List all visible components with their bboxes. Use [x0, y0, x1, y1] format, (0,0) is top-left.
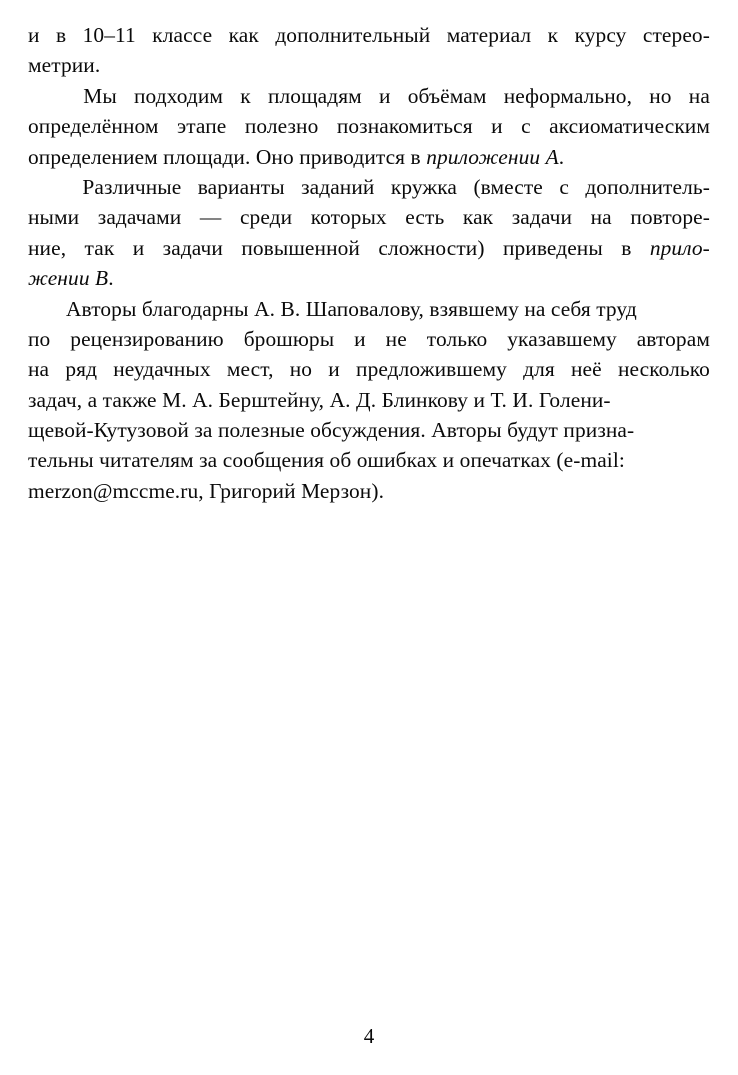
- word: объёмам: [407, 83, 487, 108]
- word: площадям: [267, 83, 362, 108]
- word: и: [132, 235, 145, 260]
- word: повторе-: [630, 205, 710, 230]
- word: авторам: [636, 326, 710, 351]
- text-line: [28, 81, 710, 111]
- word: классе: [152, 23, 213, 47]
- em-dash: —: [199, 205, 222, 230]
- word: сложности): [378, 235, 485, 260]
- word: для: [523, 357, 555, 382]
- text-line: [28, 142, 710, 172]
- word: только: [426, 326, 488, 351]
- word: познакомиться: [336, 114, 473, 139]
- paragraph-indent: [28, 81, 66, 111]
- appendix-b-reference-part1: прило-: [649, 235, 710, 260]
- word: и: [491, 114, 503, 139]
- word: в: [621, 235, 632, 260]
- word: к: [547, 23, 559, 47]
- word: к: [240, 83, 251, 108]
- word: брошюры: [243, 326, 335, 351]
- word: и: [28, 23, 40, 47]
- word: есть: [405, 205, 445, 230]
- word: и: [328, 357, 340, 382]
- word: стерео-: [642, 23, 710, 47]
- word: материал: [446, 23, 532, 47]
- text-line-email: merzon@mccme.ru, Григорий Мерзон).: [28, 478, 385, 503]
- text-line: [28, 172, 710, 202]
- word: кружка: [390, 174, 458, 199]
- word: на: [590, 205, 612, 230]
- word: дополнительный: [275, 23, 431, 47]
- word: но: [649, 83, 672, 108]
- word: с: [559, 174, 569, 199]
- word: задачами: [97, 205, 182, 230]
- word: среди: [239, 205, 293, 230]
- word: неудачных: [113, 357, 211, 382]
- text-line: [28, 233, 710, 263]
- word: задачи: [162, 235, 223, 260]
- word: подходим: [134, 83, 224, 108]
- word: дополнитель-: [585, 174, 710, 199]
- word: мест,: [226, 357, 274, 382]
- line-text-suffix: .: [558, 144, 565, 169]
- word: задачи: [511, 205, 573, 230]
- word: заданий: [301, 174, 375, 199]
- word: приведены: [502, 235, 603, 260]
- word: варианты: [197, 174, 285, 199]
- word: и: [354, 326, 366, 351]
- word: указавшему: [507, 326, 617, 351]
- word: полезно: [244, 114, 319, 139]
- text-line: [28, 294, 710, 324]
- word: на: [28, 357, 50, 382]
- word: ными: [28, 205, 80, 230]
- paragraph-approach: [28, 81, 710, 172]
- paragraph-continuation: [28, 20, 710, 81]
- word: ряд: [65, 357, 98, 382]
- word: неё: [571, 357, 602, 382]
- word: неформально,: [503, 83, 633, 108]
- page-text-block: [28, 20, 710, 506]
- text-line: [28, 324, 710, 354]
- text-line: [28, 111, 710, 141]
- line-text: .: [108, 266, 114, 291]
- word: так: [84, 235, 115, 260]
- word: не: [385, 326, 407, 351]
- word: несколько: [617, 357, 710, 382]
- word: Мы: [83, 83, 117, 108]
- word: в: [56, 23, 67, 47]
- paragraph-variants: [28, 172, 710, 294]
- text-line: щевой-Кутузовой за полезные обсуждения. Авторы будут призна-: [28, 418, 635, 443]
- word: рецензированию: [70, 326, 224, 351]
- word: (вместе: [473, 174, 543, 199]
- word: которых: [310, 205, 387, 230]
- word: этапе: [176, 114, 227, 139]
- word: но: [289, 357, 313, 382]
- text-line: [28, 354, 710, 384]
- word: определённом: [28, 114, 159, 139]
- line-text: Авторы благодарны А. В. Шаповалову, взявшему на себя труд: [66, 296, 637, 321]
- word: Различные: [82, 174, 182, 199]
- word: как: [228, 23, 259, 47]
- word: и: [379, 83, 391, 108]
- appendix-b-reference-part2: жении B: [28, 266, 109, 291]
- text-line: [28, 202, 710, 232]
- paragraph-indent: [28, 172, 66, 202]
- word: повышенной: [241, 235, 360, 260]
- word: как: [462, 205, 494, 230]
- word: курсу: [574, 23, 627, 47]
- word: предложившему: [356, 357, 507, 382]
- appendix-a-reference: приложении A: [426, 144, 559, 169]
- text-line: тельны читателям за сообщения об ошибках и опечатках (e-mail:: [28, 448, 625, 473]
- page-number: 4: [363, 1024, 375, 1048]
- word: 10–11: [82, 23, 136, 47]
- text-line: метрии.: [28, 53, 101, 78]
- text-line: задач, а также М. А. Берштейну, А. Д. Блинкову и Т. И. Голени-: [28, 387, 611, 412]
- line-text: определением площади. Оно приводится в: [28, 144, 427, 169]
- word: аксиоматическим: [549, 114, 710, 139]
- text-line: [28, 20, 710, 50]
- word: с: [521, 114, 531, 139]
- word: на: [688, 83, 710, 108]
- word: ние,: [28, 235, 67, 260]
- text-line: [28, 263, 710, 293]
- paragraph-acknowledgements: [28, 294, 710, 507]
- word: по: [28, 326, 51, 351]
